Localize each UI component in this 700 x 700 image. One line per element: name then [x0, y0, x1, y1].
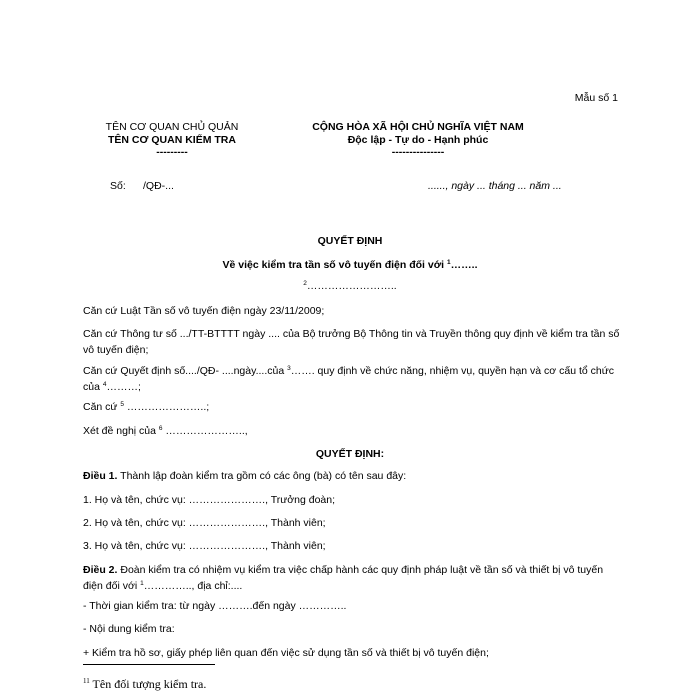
footnote-text: Tên đối tượng kiểm tra.	[89, 677, 207, 691]
member-1: 1. Họ và tên, chức vụ: …………………., Trưởng đoàn;	[83, 494, 336, 506]
inspecting-agency-name: TÊN CƠ QUAN KIỂM TRA	[108, 134, 236, 147]
header-right-rule: ---------------	[391, 146, 445, 159]
footnote	[83, 677, 206, 692]
inspection-item-1: + Kiểm tra hồ sơ, giấy phép liên quan đến việc sử dụng tần số và thiết bị vô tuyến điện;	[83, 647, 489, 659]
article-2-text-a: Đoàn kiểm tra có nhiệm vụ kiểm tra việc chấp hành các quy định pháp luật về tần số và thiết bị vô tuyến điện đối với	[83, 564, 604, 592]
document-title: QUYẾT ĐỊNH	[317, 235, 383, 247]
subtitle-footnote-ref: 1	[447, 259, 451, 266]
header-left-rule: ---------	[156, 146, 188, 159]
article-1	[83, 470, 623, 483]
member-2: 2. Họ và tên, chức vụ: …………………., Thành viên;	[83, 517, 326, 529]
document-subtitle	[0, 259, 700, 272]
number-label: Số:	[110, 180, 126, 192]
basis-decision-text-b: ……. quy định về chức năng, nhiệm vụ, quyền hạn và cơ cấu tổ chức của	[83, 365, 615, 393]
basis-decision-text-c: ………;	[106, 381, 141, 393]
proposal-text-a: Xét đề nghị của	[83, 425, 159, 437]
national-title: CỘNG HÒA XÃ HỘI CHỦ NGHĨA VIỆT NAM	[312, 121, 524, 133]
header-left	[72, 121, 272, 158]
article-2-text-b: ………….., địa chỉ:....	[143, 580, 243, 592]
subtitle-line2	[0, 280, 700, 293]
inspection-content: - Nội dung kiểm tra:	[83, 623, 175, 635]
footnote-divider	[83, 664, 215, 665]
basis-decision	[83, 363, 623, 395]
proposal-ref6: 6	[158, 425, 163, 432]
national-motto: Độc lập - Tự do - Hạnh phúc	[347, 134, 489, 147]
number-value: /QĐ-...	[143, 180, 174, 192]
subtitle-line2-footnote-ref: 2	[303, 280, 307, 287]
decision-heading: QUYẾT ĐỊNH:	[315, 448, 385, 460]
proposal-basis	[83, 425, 623, 438]
inspection-time: - Thời gian kiểm tra: từ ngày ……….đến ngày …………..	[83, 600, 347, 612]
basis-other-text-b: …………………..;	[124, 401, 210, 413]
basis-decision-ref3: 3	[287, 365, 291, 372]
article-2-label: Điều 2.	[83, 564, 118, 576]
article-1-label: Điều 1.	[83, 470, 118, 482]
proposal-text-b: …………………..,	[162, 425, 248, 437]
basis-other	[83, 401, 623, 414]
subtitle-dots: ……..	[450, 259, 478, 271]
subtitle-line2-dots: ……………………..	[306, 280, 397, 292]
basis-decision-ref4: 4	[102, 381, 107, 388]
basis-decision-text-a: Căn cứ Quyết định số..../QĐ- ....ngày....của	[83, 365, 288, 377]
basis-other-ref5: 5	[120, 401, 125, 408]
subtitle-text: Về việc kiểm tra tần số vô tuyến điện đối với	[222, 259, 448, 271]
article-1-text: Thành lập đoàn kiểm tra gồm có các ông (bà) có tên sau đây:	[117, 470, 407, 482]
form-number: Mẫu số 1	[574, 92, 618, 104]
article-2-ref1: 1	[140, 580, 144, 587]
header-right	[296, 121, 540, 158]
basis-law: Căn cứ Luật Tần số vô tuyến điện ngày 23/11/2009;	[83, 305, 325, 317]
basis-circular: Căn cứ Thông tư số .../TT-BTTTT ngày .... của Bộ trưởng Bộ Thông tin và Truyền thông quy định về kiểm tra tần số vô tuyến điện;	[83, 328, 620, 356]
member-3: 3. Họ và tên, chức vụ: …………………., Thành viên;	[83, 540, 326, 552]
basis-other-text-a: Căn cứ	[83, 401, 121, 413]
place-date-line: ......, ngày ... tháng ... năm ...	[428, 180, 562, 192]
footnote-number: 11	[83, 677, 90, 685]
article-2	[83, 562, 623, 594]
parent-agency-name: TÊN CƠ QUAN CHỦ QUẢN	[105, 121, 239, 133]
